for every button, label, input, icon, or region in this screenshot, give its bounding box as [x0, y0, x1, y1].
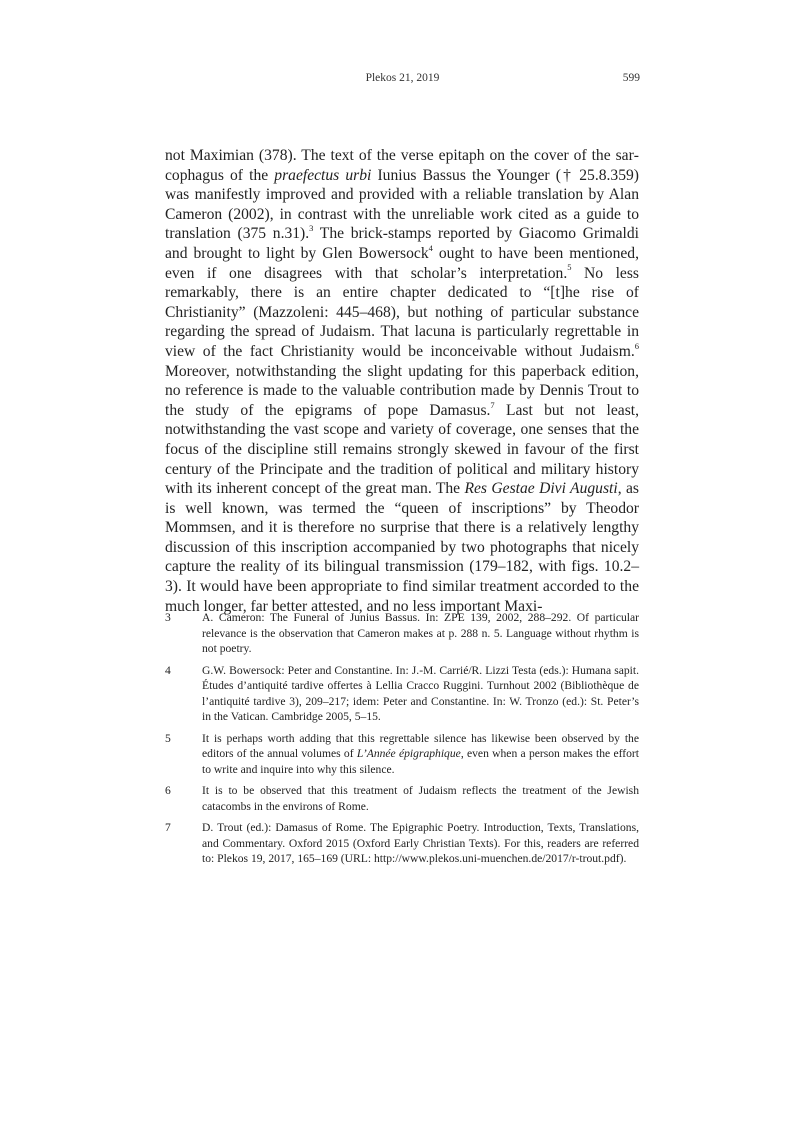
footnote-number: 4: [165, 663, 171, 677]
footnote-ref-3[interactable]: 3: [309, 223, 314, 234]
italic-title: L’Année épigraphique: [356, 747, 461, 760]
footnote-text: It is to be observed that this treatment of Judaism reflects the treatment of the Jewish catacombs in the environs of Rome.: [202, 784, 639, 813]
text-run: , even when a person makes the effort to write and inquire into why this silence.: [202, 747, 639, 776]
text-run: Moreover, notwithstanding the slight updating for this paperback edition, no reference is made to the valuable contribution made by Dennis Trout to the study of the epigrams of pope Damasus.: [165, 362, 639, 419]
footnote-5: [165, 731, 639, 778]
body-paragraph: [165, 146, 639, 616]
footnote-text: [202, 731, 639, 778]
footnote-ref-4[interactable]: 4: [428, 242, 433, 253]
footnotes: [165, 610, 639, 873]
footnote-3: [165, 610, 639, 657]
footnote-ref-6[interactable]: 6: [634, 340, 639, 351]
footnote-ref-7[interactable]: 7: [490, 399, 495, 410]
page-header: [165, 72, 640, 90]
footnote-6: [165, 783, 639, 814]
text-run: It is perhaps worth adding that this regrettable silence has likewise been observed by the editors of the annual volumes of: [202, 731, 639, 760]
text-run: not Maximian (378). The text of the verse epitaph on the cover of the sarcophagus of the: [165, 147, 639, 184]
footnote-number: 7: [165, 821, 171, 834]
text-run: ought to have been mentioned, even if one disagrees with that scholar’s interpretation.: [165, 244, 639, 282]
footnote-number: 5: [165, 731, 171, 745]
footnote-number: 3: [165, 611, 171, 624]
footnote-text: D. Trout (ed.): Damasus of Rome. The Epigraphic Poetry. Introduction, Texts, Translations, and Commentary. Oxford 2015 (Oxford Early Christian Texts). For this, readers are referred to: Plekos 19, 2017, 165–169 (URL: http://www.plekos.uni-muenchen.de/2017/r-trout.pdf).: [202, 821, 639, 865]
running-title: Plekos 21, 2019: [365, 72, 440, 84]
text-run: Last but not least, notwithstanding the vast scope and variety of coverage, one senses that the focus of the discipline still remains strongly skewed in favour of the first century of the Principate and the tradition of political and military history with its inherent concept of the great man. The: [165, 401, 639, 498]
body-text: [165, 146, 639, 616]
footnote-number: 6: [165, 784, 171, 797]
text-run: , as is well known, was termed the “queen of inscriptions” by Theodor Mommsen, and it is therefore no surprise that there is a relatively lengthy discussion of this inscription accompanied by two photographs that nicely capture the reality of its bilingual transmission (179–182, with figs. 10.2–3). It would have been appropriate to find similar treatment accorded to the much longer, far better attested, and no less important Maxi-: [165, 480, 639, 615]
text-run: The brick-stamps reported by Giacomo Grimaldi and brought to light by Glen Bowersock: [165, 225, 639, 262]
footnote-4: [165, 663, 639, 725]
italic-title: Res Gestae Divi Augusti: [464, 480, 618, 498]
footnote-ref-5[interactable]: 5: [567, 262, 572, 273]
text-run: No less remarkably, there is an entire chapter dedicated to “[t]he rise of Christianity” (Mazzoleni: 445–468), but nothing of particular substance regarding the spread of Judaism. That lacuna is particularly regrettable in view of the fact Christianity would be inconceivable without Judaism.: [165, 264, 639, 360]
footnote-7: [165, 820, 639, 867]
page-number: 599: [622, 72, 640, 84]
footnote-text: A. Cameron: The Funeral of Junius Bassus. In: ZPE 139, 2002, 288–292. Of particular relevance is the observation that Cameron makes at p. 288 n. 5. Language without rhythm is not poetry.: [202, 611, 639, 655]
text-run: Iunius Bassus the Younger († 25.8.359) was manifestly improved and provided with a reliable translation by Alan Cameron (2002), in contrast with the unreliable work cited as a guide to translation (375 n.31).: [165, 166, 640, 243]
footnote-text: G.W. Bowersock: Peter and Constantine. In: J.-M. Carrié/R. Lizzi Testa (eds.): Humana sapit. Études d’antiquité tardive offertes à Lellia Cracco Ruggini. Turnhout 2002 (Bibliothèque de l’antiquité tardive 3), 209–217; idem: Peter and Constantine. In: W. Tronzo (ed.): St. Peter’s in the Vatican. Cambridge 2005, 5–15.: [202, 663, 639, 723]
italic-term: praefectus urbi: [274, 166, 372, 184]
